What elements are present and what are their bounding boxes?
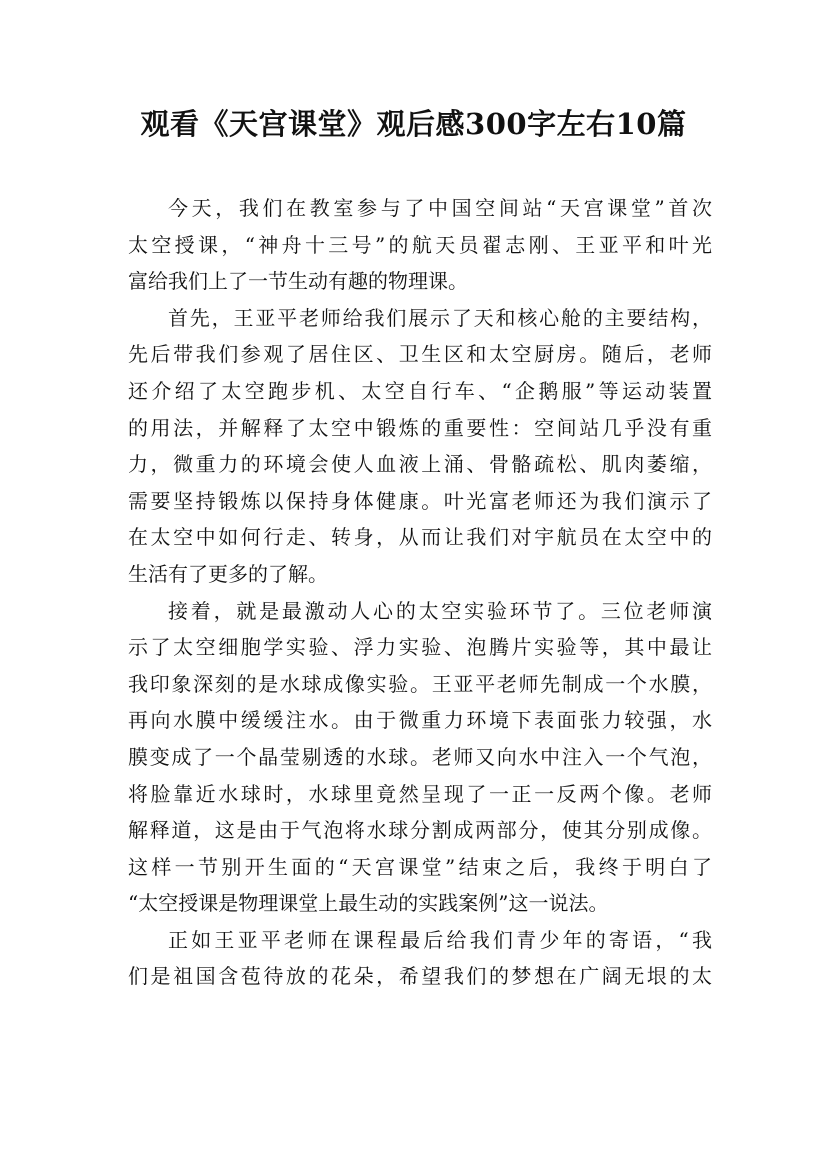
text-line: 力，微重力的环境会使人血液上涌、骨骼疏松、肌肉萎缩，	[128, 452, 712, 477]
text-line: 正如王亚平老师在课程最后给我们青少年的寄语，“我	[168, 927, 712, 952]
paragraph-2	[128, 300, 712, 593]
text-line: 在太空中如何行走、转身，从而让我们对宇航员在太空中的	[128, 525, 712, 550]
text-line: 解释道，这是由于气泡将水球分割成两部分，使其分别成像。	[128, 818, 712, 843]
text-line: 需要坚持锻炼以保持身体健康。叶光富老师还为我们演示了	[128, 488, 712, 513]
text-line: 接着，就是最激动人心的太空实验环节了。三位老师演	[168, 598, 712, 623]
text-line: 示了太空细胞学实验、浮力实验、泡腾片实验等，其中最让	[128, 635, 712, 660]
text-line: 还介绍了太空跑步机、太空自行车、“企鹅服”等运动装置	[128, 378, 712, 403]
document-body	[128, 190, 712, 995]
paragraph-1	[128, 190, 712, 300]
text-line: 太空授课，“神舟十三号”的航天员翟志刚、王亚平和叶光	[128, 232, 712, 257]
text-line: 首先，王亚平老师给我们展示了天和核心舱的主要结构，	[168, 305, 712, 330]
text-line: 我印象深刻的是水球成像实验。王亚平老师先制成一个水膜，	[128, 671, 712, 696]
text-line: 们是祖国含苞待放的花朵，希望我们的梦想在广阔无垠的太	[128, 964, 712, 989]
document-title: 观看《天宫课堂》观后感300字左右10篇	[140, 107, 687, 141]
paragraph-4	[128, 922, 712, 995]
text-line: 富给我们上了一节生动有趣的物理课。	[128, 269, 468, 294]
text-line: 这样一节别开生面的“天宫课堂”结束之后，我终于明白了	[128, 854, 712, 879]
text-line: 再向水膜中缓缓注水。由于微重力环境下表面张力较强，水	[128, 708, 712, 733]
text-line: 的用法，并解释了太空中锻炼的重要性：空间站几乎没有重	[128, 415, 712, 440]
text-line: 将脸靠近水球时，水球里竟然呈现了一正一反两个像。老师	[128, 781, 712, 806]
text-line: 先后带我们参观了居住区、卫生区和太空厨房。随后，老师	[128, 342, 712, 367]
text-line: “太空授课是物理课堂上最生动的实践案例”这一说法。	[128, 891, 609, 916]
paragraph-3	[128, 593, 712, 922]
text-line: 生活有了更多的了解。	[128, 561, 328, 586]
text-line: 膜变成了一个晶莹剔透的水球。老师又向水中注入一个气泡，	[128, 744, 712, 769]
text-line: 今天，我们在教室参与了中国空间站“天宫课堂”首次	[168, 196, 712, 220]
